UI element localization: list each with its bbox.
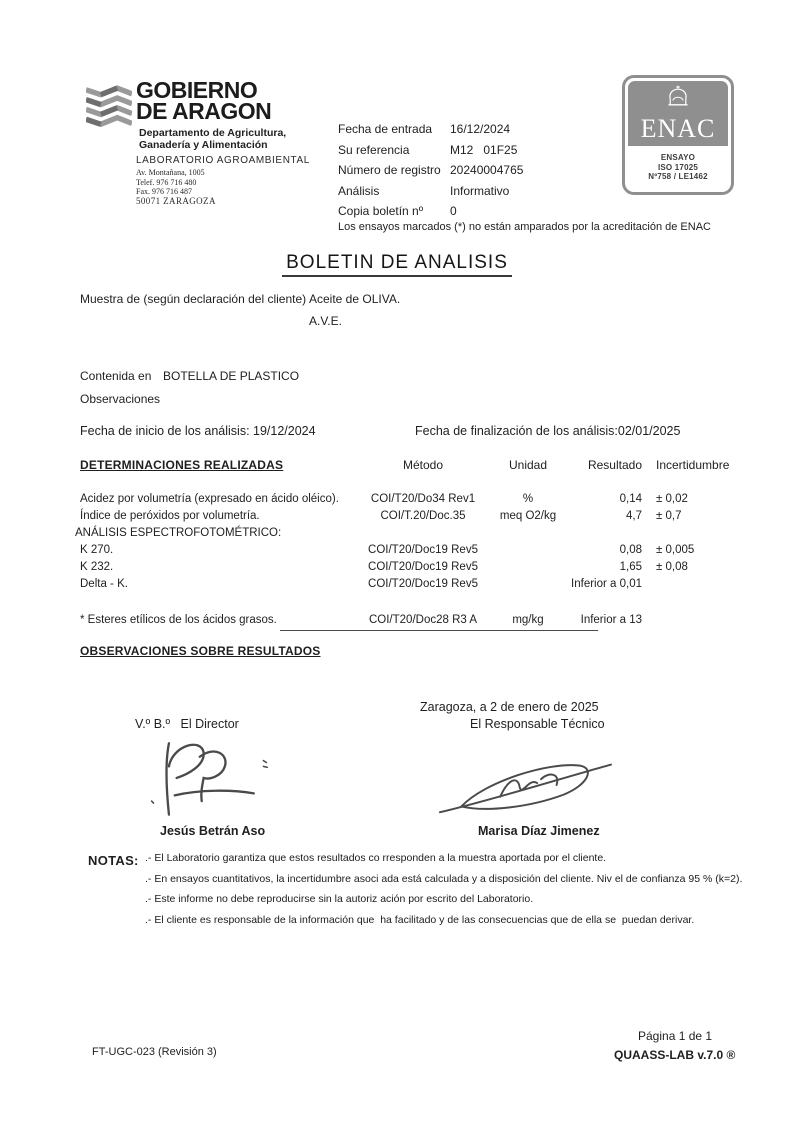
contenida-en-value: BOTELLA DE PLASTICO (163, 369, 300, 383)
table-row-section-espectro (75, 524, 736, 541)
determination-name: Delta - K. (80, 577, 128, 590)
field-value: 16/12/2024 (450, 122, 511, 137)
table-row-acidez (80, 490, 736, 507)
method: COI/T20/Doc19 Rev5 (368, 560, 478, 573)
note-item: .- En ensayos cuantitativos, la incertidumbre asoci ada está calculada y a disposición del cliente. Niv el de confianza 95 % (k=2). (145, 872, 743, 885)
enac-badge-top (628, 81, 728, 146)
determination-name: * Esteres etílicos de los ácidos grasos. (80, 613, 277, 626)
lab-contact (136, 168, 216, 206)
field-value: 20240004765 (450, 163, 524, 178)
result: 4,7 (626, 509, 642, 522)
field-label: Copia boletín nº (338, 204, 424, 219)
enac-line-iso: ISO 17025 (657, 162, 699, 172)
results-table-body (75, 490, 736, 628)
gov-title-line1: GOBIERNO (136, 77, 258, 103)
col-resultado: Resultado (587, 458, 642, 472)
method: COI/T20/Doc28 R3 A (368, 613, 478, 626)
enac-line-number: Nº758 / LE1462 (648, 172, 708, 181)
crown-icon (658, 84, 698, 110)
muestra-value-line1: Aceite de OLIVA. (309, 292, 401, 306)
document-title: BOLETIN DE ANALISIS (282, 252, 512, 277)
note-item: .- El Laboratorio garantiza que estos resultados co rresponden a la muestra aportada por el cliente. (145, 852, 607, 864)
gov-title-line2: DE ARAGON (136, 98, 272, 124)
tecnico-signature (432, 752, 617, 820)
form-code: FT-UGC-023 (Revisión 3) (92, 1046, 217, 1058)
muestra-label: Muestra de (según declaración del cliente) (80, 292, 307, 306)
field-row-copia-boletin (338, 201, 523, 222)
determination-name: K 270. (80, 543, 114, 556)
enac-logo-text: ENAC (640, 114, 716, 143)
aragon-stripes-icon (86, 84, 132, 130)
gov-department (139, 127, 286, 151)
col-incertidumbre: Incertidumbre (656, 458, 730, 472)
field-label: Su referencia (338, 142, 410, 157)
table-bottom-rule (280, 630, 598, 631)
enac-line-ensayo: ENSAYO (660, 153, 696, 162)
result: Inferior a 0,01 (571, 577, 642, 590)
uncertainty: ± 0,02 (656, 492, 688, 505)
method: COI/T20/Do34 Rev1 (370, 492, 476, 505)
tecnico-label: El Responsable Técnico (470, 717, 605, 731)
unit: meq O2/kg (499, 509, 557, 522)
director-label: V.º B.º El Director (135, 717, 239, 731)
director-name: Jesús Betrán Aso (160, 824, 266, 838)
section-title: ANÁLISIS ESPECTROFOTOMÉTRICO: (75, 526, 282, 539)
unit: mg/kg (512, 613, 544, 626)
determination-name: K 232. (80, 560, 114, 573)
col-unidad: Unidad (508, 458, 548, 472)
table-row-peroxidos (80, 507, 736, 524)
table-row-k232 (80, 558, 736, 575)
method: COI/T.20/Doc.35 (380, 509, 466, 522)
notes-list (145, 852, 745, 934)
field-row-fecha-entrada (338, 119, 523, 140)
field-value: M12 01F25 (450, 142, 518, 157)
field-label: Análisis (338, 183, 380, 198)
col-determinaciones: DETERMINACIONES REALIZADAS (80, 458, 284, 472)
fecha-inicio-analisis: Fecha de inicio de los análisis: 19/12/2024 (80, 424, 316, 438)
enac-badge-bottom (628, 146, 728, 182)
page-number: Página 1 de 1 (638, 1029, 713, 1043)
table-row-esteres (80, 611, 736, 628)
field-row-su-referencia (338, 140, 523, 161)
result: Inferior a 13 (580, 613, 642, 626)
uncertainty: ± 0,005 (656, 543, 695, 556)
contenida-en-label: Contenida en (80, 369, 152, 383)
header-fields (338, 119, 523, 222)
result: 0,14 (619, 492, 642, 505)
gov-dept-line2: Ganadería y Alimentación (139, 139, 268, 151)
muestra-value-line2: A.V.E. (309, 314, 342, 328)
fecha-finalizacion-analisis: Fecha de finalización de los análisis:02/01/2025 (415, 424, 681, 438)
table-row-delta-k (80, 575, 736, 592)
method: COI/T20/Doc19 Rev5 (368, 543, 478, 556)
city-date-line: Zaragoza, a 2 de enero de 2025 (420, 700, 599, 714)
enac-badge (622, 75, 734, 195)
lab-city: 50071 ZARAGOZA (136, 195, 216, 206)
determination-name: Acidez por volumetría (expresado en ácido oléico). (80, 492, 339, 505)
document-title-wrap (0, 252, 794, 274)
field-label: Número de registro (338, 163, 441, 178)
result: 0,08 (619, 543, 642, 556)
method: COI/T20/Doc19 Rev5 (368, 577, 478, 590)
observaciones-label: Observaciones (80, 392, 161, 406)
note-item: .- El cliente es responsable de la información que ha facilitado y de las consecuencias que de ella se puedan derivar. (145, 913, 695, 926)
field-value: 0 (450, 204, 457, 219)
lab-fax: Fax. 976 716 487 (136, 187, 192, 196)
director-signature (140, 733, 275, 821)
col-metodo: Método (402, 458, 444, 472)
uncertainty: ± 0,08 (656, 560, 688, 573)
uncertainty: ± 0,7 (656, 509, 682, 522)
app-version: QUAASS-LAB v.7.0 ® (614, 1048, 736, 1062)
lab-phone: Telef. 976 716 480 (136, 177, 197, 187)
lab-name: LABORATORIO AGROAMBIENTAL (136, 155, 310, 166)
lab-address: Av. Montañana, 1005 (136, 168, 205, 177)
note-item: .- Este informe no debe reproducirse sin la autoriz ación por escrito del Laboratorio. (145, 893, 534, 905)
field-row-analisis (338, 181, 523, 202)
result: 1,65 (619, 560, 642, 573)
field-row-numero-registro (338, 160, 523, 181)
field-value: Informativo (450, 183, 510, 198)
determination-name: Índice de peróxidos por volumetría. (80, 509, 260, 522)
gov-dept-line1: Departamento de Agricultura, (139, 127, 287, 139)
field-label: Fecha de entrada (338, 122, 433, 137)
accreditation-note: Los ensayos marcados (*) no están amparados por la acreditación de ENAC (338, 221, 711, 233)
gov-title (136, 77, 272, 124)
table-row-k270 (80, 541, 736, 558)
observaciones-resultados-title: OBSERVACIONES SOBRE RESULTADOS (80, 644, 321, 658)
results-table-header (80, 458, 736, 472)
notas-label: NOTAS: (88, 853, 139, 868)
tecnico-name: Marisa Díaz Jimenez (478, 824, 600, 838)
unit: % (522, 492, 534, 505)
